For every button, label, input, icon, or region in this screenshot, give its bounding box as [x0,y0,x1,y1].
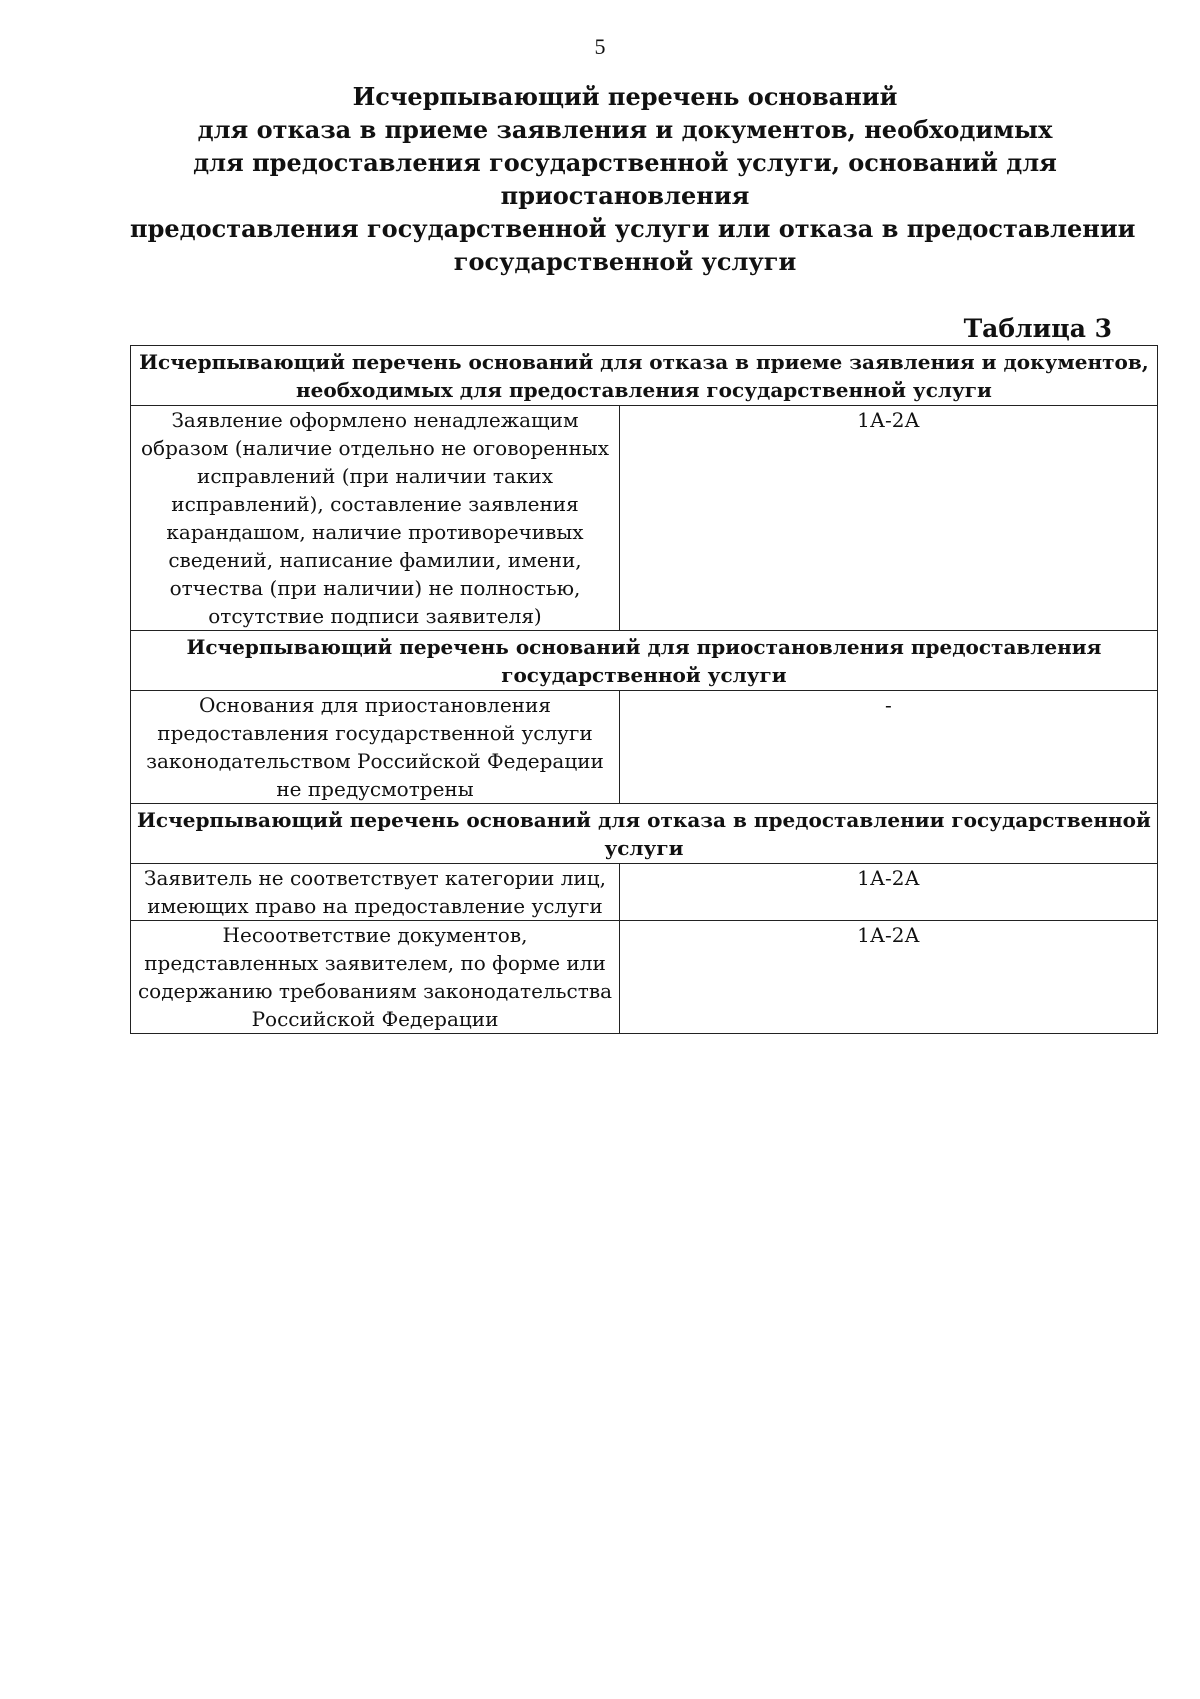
reason-line: содержанию требованиям законодательства [137,979,613,1003]
section-header-line: необходимых для предоставления государственной услуги [296,378,992,402]
reason-line: отчества (при наличии) не полностью, [169,576,581,600]
reason-cell [131,406,620,631]
section-header-line: Исчерпывающий перечень оснований для приостановления предоставления [186,635,1102,659]
grounds-table [130,345,1158,1034]
reason-line: предоставления государственной услуги [157,721,593,745]
table-row [131,406,1158,631]
reason-line: отсутствие подписи заявителя) [208,604,542,628]
reference-cell: 1А-2А [620,406,1158,631]
reason-line: Несоответствие документов, [222,923,528,947]
title-line: государственной услуги [453,247,797,276]
reason-line: Основания для приостановления [199,693,551,717]
section-header-row [131,631,1158,691]
table-row [131,864,1158,921]
reason-cell [131,691,620,804]
reason-line: Заявление оформлено ненадлежащим [171,408,579,432]
reason-line: исправлений), составление заявления [171,492,579,516]
section-header-line: государственной услуги [501,663,787,687]
reference-cell: 1А-2А [620,864,1158,921]
reason-line: Российской Федерации [251,1007,499,1031]
reason-line: имеющих право на предоставление услуги [147,894,603,918]
reason-cell [131,921,620,1034]
reason-line: исправлений (при наличии таких [197,464,553,488]
title-line: приостановления [500,181,750,210]
title-line: Исчерпывающий перечень оснований [352,82,898,111]
table-label: Таблица 3 [963,314,1112,343]
section-header-suspension [131,631,1158,691]
table-row [131,921,1158,1034]
section-header-line: Исчерпывающий перечень оснований для отказа в приеме заявления и документов, [139,350,1149,374]
reason-line: карандашом, наличие противоречивых [166,520,584,544]
reason-cell [131,864,620,921]
document-title [130,80,1136,278]
reason-line: представленных заявителем, по форме или [144,951,606,975]
table-row [131,691,1158,804]
reason-line: Заявитель не соответствует категории лиц, [144,866,606,890]
section-header-line: Исчерпывающий перечень оснований для отказа в предоставлении государственной [137,808,1151,832]
section-header-line: услуги [604,836,684,860]
section-header-refusal-acceptance [131,346,1158,406]
reference-cell: 1А-2А [620,921,1158,1034]
title-line: предоставления государственной услуги или отказа в предоставлении [130,214,1136,243]
title-line: для предоставления государственной услуги, оснований для [193,148,1057,177]
reference-cell: - [620,691,1158,804]
section-header-row [131,346,1158,406]
reason-line: не предусмотрены [276,777,474,801]
section-header-row [131,804,1158,864]
title-line: для отказа в приеме заявления и документов, необходимых [197,115,1053,144]
reason-line: сведений, написание фамилии, имени, [168,548,582,572]
reason-line: законодательством Российской Федерации [146,749,604,773]
section-header-refusal-service [131,804,1158,864]
reason-line: образом (наличие отдельно не оговоренных [141,436,609,460]
page-number: 5 [594,34,606,59]
